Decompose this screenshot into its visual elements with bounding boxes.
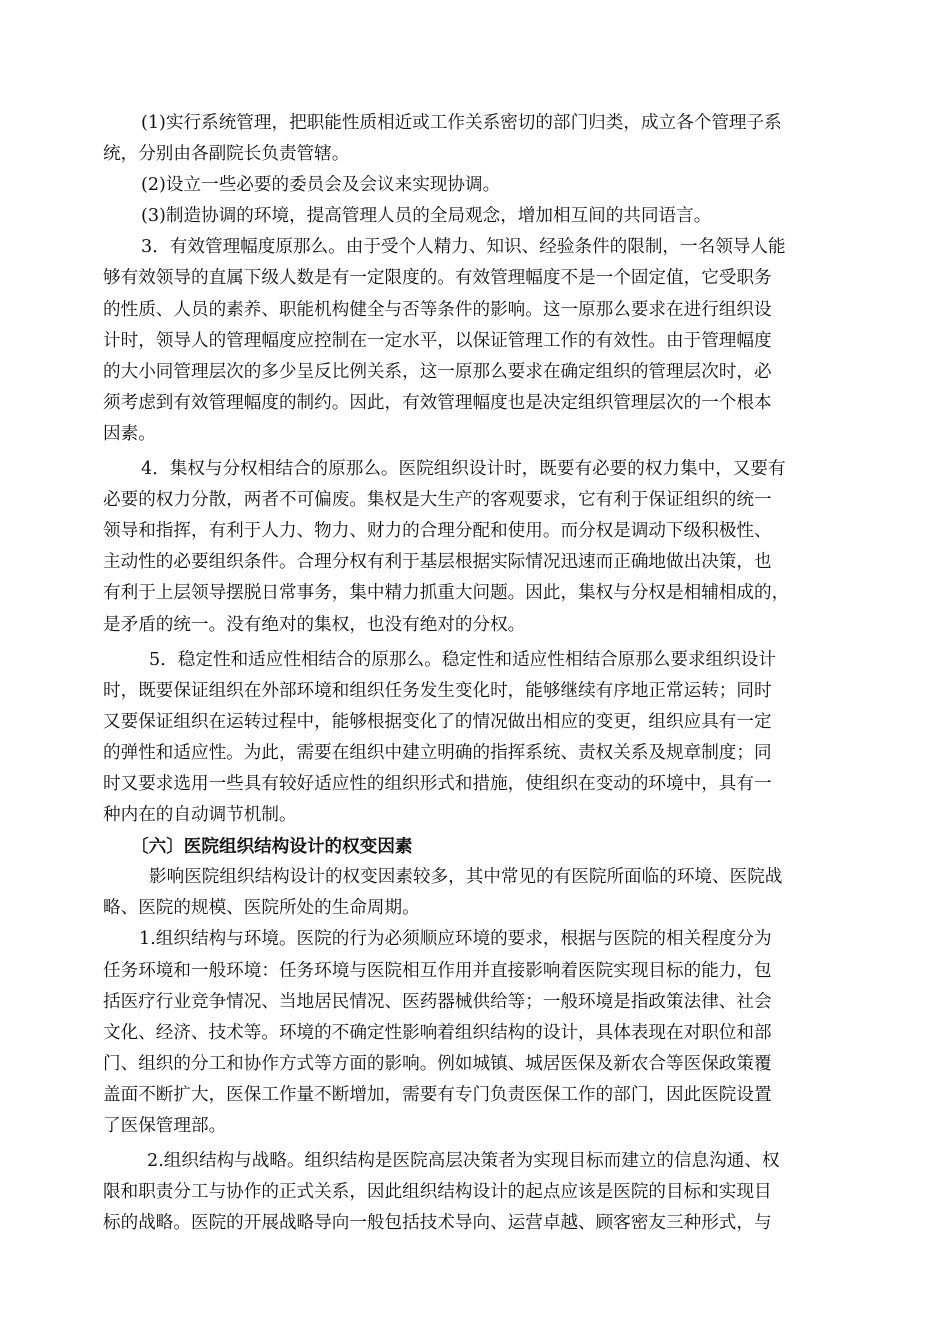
text-line: 领导和指挥，有利于人力、物力、财力的合理分配和使用。而分权是调动下级积极性、 [103,521,772,542]
text-line: 种内在的自动调节机制。 [103,805,297,826]
text-line: 限和职责分工与协作的正式关系，因此组织结构设计的起点应该是医院的目标和实现目 [103,1182,772,1203]
text-line: 时又要求选用一些具有较好适应性的组织形式和措施，使组织在变动的环境中，具有一 [103,773,772,794]
text-line: 了医保管理部。 [103,1116,227,1136]
text-line: 主动性的必要组织条件。合理分权有利于基层根据实际情况迅速而正确地做出决策，也 [103,552,772,573]
text-line: 须考虑到有效管理幅度的制约。因此，有效管理幅度也是决定组织管理层次的一个根本 [103,392,772,413]
text-line: (1)实行系统管理，把职能性质相近或工作关系密切的部门归类，成立各个管理子系 [141,113,782,133]
text-line: 计时，领导人的管理幅度应控制在一定水平，以保证管理工作的有效性。由于管理幅度 [103,330,772,351]
text-line: 4．集权与分权相结合的原那么。医院组织设计时，既要有必要的权力集中，又要有 [141,459,786,480]
text-line: 的性质、人员的素养、职能机构健全与否等条件的影响。这一原那么要求在进行组织设 [103,299,772,320]
text-line: 又要保证组织在运转过程中，能够根据变化了的情况做出相应的变更，组织应具有一定 [103,711,772,732]
text-line: 任务环境和一般环境：任务环境与医院相互作用并直接影响着医院实现目标的能力，包 [103,960,772,981]
text-line: (2)设立一些必要的委员会及会议来实现协调。 [141,175,501,196]
text-line: 必要的权力分散，两者不可偏废。集权是大生产的客观要求，它有利于保证组织的统一 [103,490,772,511]
text-line: 影响医院组织结构设计的权变因素较多，其中常见的有医院所面临的环境、医院战 [149,867,783,888]
text-line: 标的战略。医院的开展战略导向一般包括技术导向、运营卓越、顾客密友三种形式，与 [103,1213,772,1234]
text-line: 略、医院的规模、医院所处的生命周期。 [103,898,420,919]
document-page [103,108,855,1239]
text-line: 盖面不断扩大，医保工作量不断增加，需要有专门负责医保工作的部门，因此医院设置 [103,1084,772,1105]
text-line: 有利于上层领导摆脱日常事务，集中精力抓重大问题。因此，集权与分权是相辅相成的， [103,583,790,604]
text-line: 文化、经济、技术等。环境的不确定性影响着组织结构的设计，具体表现在对职位和部 [103,1022,772,1043]
text-line: 5．稳定性和适应性相结合的原那么。稳定性和适应性相结合原那么要求组织设计 [149,649,776,670]
section-heading: 〔六〕医院组织结构设计的权变因素 [131,836,413,858]
text-line: 是矛盾的统一。没有绝对的集权，也没有绝对的分权。 [103,614,526,635]
text-line: 门、组织的分工和协作方式等方面的影响。例如城镇、城居医保及新农合等医保政策覆 [103,1053,772,1074]
text-line: 时，既要保证组织在外部环境和组织任务发生变化时，能够继续有序地正常运转；同时 [103,680,772,701]
text-line: 2.组织结构与战略。组织结构是医院高层决策者为实现目标而建立的信息沟通、权 [147,1151,780,1172]
text-line: 够有效领导的直属下级人数是有一定限度的。有效管理幅度不是一个固定值，它受职务 [103,268,772,289]
text-line: 1.组织结构与环境。医院的行为必须顺应环境的要求，根据与医院的相关程度分为 [139,929,772,950]
text-line: 统，分别由各副院长负责管辖。 [103,144,350,165]
text-line: 因素。 [103,423,156,444]
text-line: 3．有效管理幅度原那么。由于受个人精力、知识、经验条件的限制，一名领导人能 [141,237,786,258]
text-line: (3)制造协调的环境，提高管理人员的全局观念，增加相互间的共同语言。 [141,206,712,227]
text-line: 的弹性和适应性。为此，需要在组织中建立明确的指挥系统、责权关系及规章制度；同 [103,742,772,763]
text-line: 的大小同管理层次的多少呈反比例关系，这一原那么要求在确定组织的管理层次时，必 [103,361,772,382]
text-line: 括医疗行业竞争情况、当地居民情况、医药器械供给等；一般环境是指政策法律、社会 [103,991,772,1012]
